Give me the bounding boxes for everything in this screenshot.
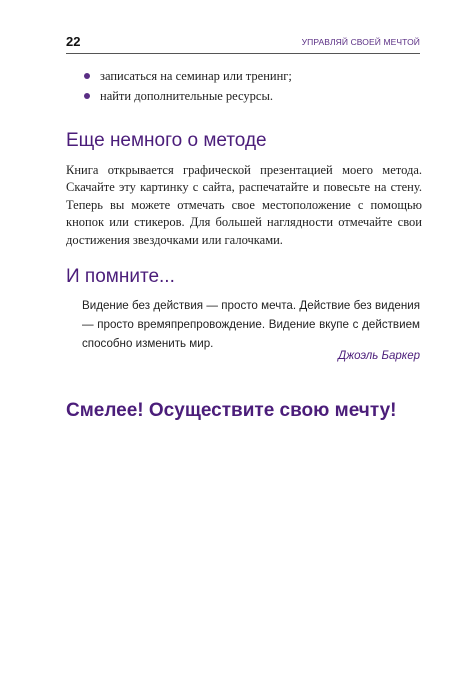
bullet-text: записаться на семинар или тренинг;: [100, 69, 292, 83]
page-number: 22: [66, 34, 81, 49]
page-header: [66, 33, 420, 54]
bullet-text: найти дополнительные ресурсы.: [100, 89, 273, 103]
list-item: [80, 86, 292, 106]
method-paragraph: Книга открывается графической презентацией моего метода. Скачайте эту картинку с сайта, распечатайте и повесьте на стену. Теперь вы можете отмечать свое местоположение с помощью кнопок или стикеров. Для большей наглядности отмечайте свои достижения звездочками или галочками.: [66, 163, 422, 247]
section-heading-remember: И помните...: [66, 266, 175, 287]
list-item: [80, 66, 292, 86]
quote-author: Джоэль Баркер: [338, 350, 420, 362]
quote-text: Видение без действия — просто мечта. Действие без видения — просто времяпрепровождение. Видение вкупе с действием способно изменить мир.: [82, 299, 420, 350]
closing-heading: Смелее! Осуществите свою мечту!: [66, 400, 397, 421]
bullet-dot-icon: [84, 73, 90, 79]
bullet-list: [80, 66, 292, 106]
section-heading-method: Еще немного о методе: [66, 130, 267, 151]
bullet-dot-icon: [84, 93, 90, 99]
running-title: УПРАВЛЯЙ СВОЕЙ МЕЧТОЙ: [301, 37, 420, 47]
